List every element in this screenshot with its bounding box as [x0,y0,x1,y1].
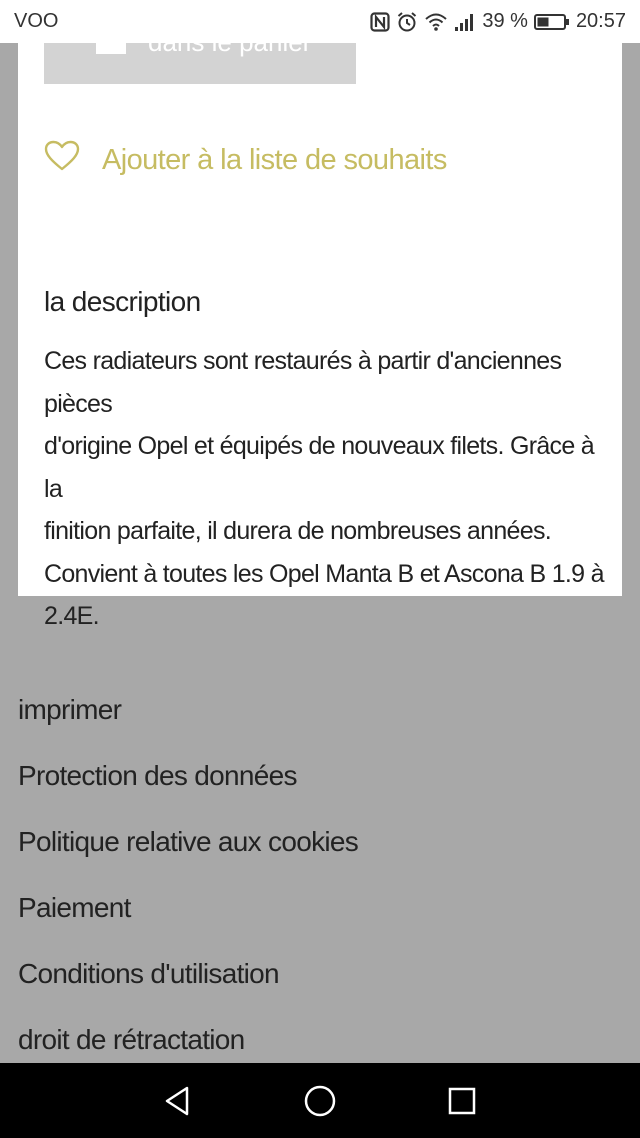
description-line: Convient à toutes les Opel Manta B et Ascona B 1.9 à [44,559,604,588]
description-line: d'origine Opel et équipés de nouveaux filets. Grâce à la [44,432,594,503]
status-bar [0,0,640,43]
status-icons [370,10,626,33]
footer-links [18,688,618,1084]
description-line: 2.4E. [44,602,99,630]
wifi-icon [424,12,448,32]
cart-icon [96,42,126,66]
add-to-wishlist-link[interactable] [44,140,447,180]
home-circle-icon [303,1084,337,1118]
footer-link-terms[interactable]: Conditions d'utilisation [18,958,279,989]
footer-link-privacy[interactable]: Protection des données [18,760,297,791]
recents-square-icon [447,1086,477,1116]
description-line: Ces radiateurs sont restaurés à partir d'anciennes pièces [44,347,562,418]
battery-percent: 39 % [482,10,528,32]
recents-button[interactable] [439,1078,485,1124]
back-button[interactable] [155,1078,201,1124]
product-card [18,0,622,630]
wishlist-label: Ajouter à la liste de souhaits [102,143,447,176]
footer-link-cookies[interactable]: Politique relative aux cookies [18,826,359,857]
description-line: finition parfaite, il durera de nombreuses années. [44,517,551,545]
footer-link-withdrawal[interactable]: droit de rétractation [18,1024,245,1055]
alarm-icon [396,11,418,33]
clock: 20:57 [575,10,626,32]
battery-icon [534,13,570,31]
navigation-bar [0,1063,640,1138]
footer-link-payment[interactable]: Paiement [18,892,131,923]
description-text [44,340,604,638]
footer-link-print[interactable]: imprimer [18,694,122,725]
description-title: la description [44,286,201,317]
carrier-name: VOO [14,10,59,32]
signal-icon [454,12,476,32]
heart-icon [44,140,80,180]
home-button[interactable] [297,1078,343,1124]
nfc-icon [370,12,390,32]
back-triangle-icon [163,1085,193,1117]
